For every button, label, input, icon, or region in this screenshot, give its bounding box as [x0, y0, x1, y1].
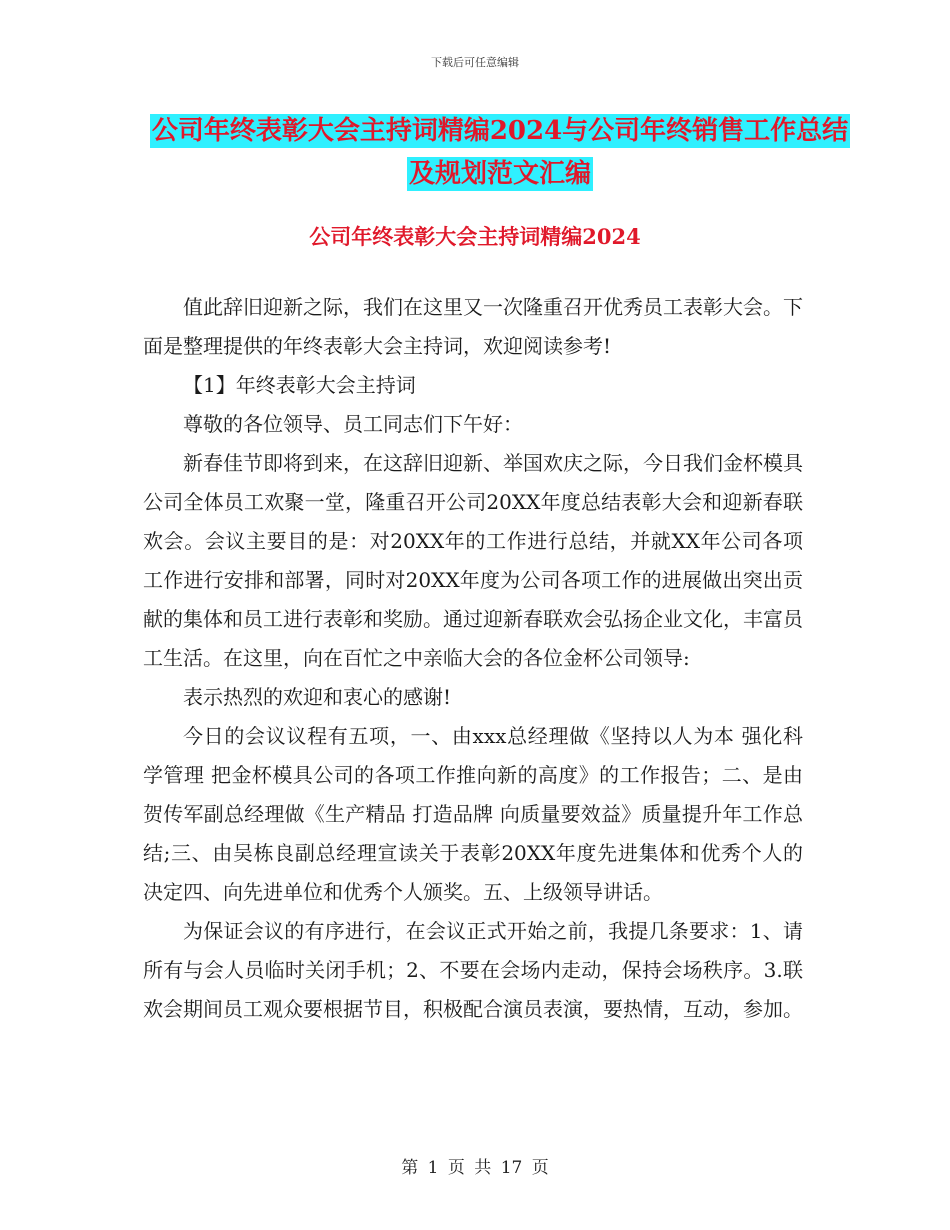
paragraph: 表示热烈的欢迎和衷心的感谢!: [183, 685, 452, 709]
document-title-text: 公司年终表彰大会主持词精编2024与公司年终销售工作总结及规划范文汇编: [151, 116, 849, 189]
paragraph: 值此辞旧迎新之际，我们在这里又一次隆重召开优秀员工表彰大会。下面是整理提供的年终表彰大会主持词，欢迎阅读参考!: [143, 295, 803, 358]
paragraph: 为保证会议的有序进行，在会议正式开始之前，我提几条要求：1、请所有与会人员临时关闭手机；2、不要在会场内走动，保持会场秩序。3.联欢会期间员工观众要根据节目，积极配合演员表演，要热情，互动，参加。: [143, 919, 803, 1021]
page-footer: 第 1 页 共 17 页: [401, 1158, 549, 1178]
paragraph: 今日的会议议程有五项，一、由xxx总经理做《坚持以人为本 强化科学管理 把金杯模具公司的各项工作推向新的高度》的工作报告；二、是由贺传军副总经理做《生产精品 打造品牌 向质量要效益》质量提升年工作总结;三、由吴栋良副总经理宣读关于表彰20XX年度先进集体和优秀个人的决定四、向先进单位和优秀个人颁奖。五、上级领导讲话。: [143, 724, 803, 904]
paragraph: 【1】年终表彰大会主持词: [183, 373, 416, 397]
header-note: 下载后可任意编辑: [431, 56, 519, 69]
paragraph: 新春佳节即将到来，在这辞旧迎新、举国欢庆之际，今日我们金杯模具公司全体员工欢聚一堂，隆重召开公司20XX年度总结表彰大会和迎新春联欢会。会议主要目的是：对20XX年的工作进行总结，并就XX年公司各项工作进行安排和部署，同时对20XX年度为公司各项工作的进展做出突出贡献的集体和员工进行表彰和奖励。通过迎新春联欢会弘扬企业文化，丰富员工生活。在这里，向在百忙之中亲临大会的各位金杯公司领导:: [143, 451, 803, 670]
paragraph: 尊敬的各位领导、员工同志们下午好：: [183, 412, 523, 436]
document-title: [140, 110, 860, 196]
document-body: [143, 288, 803, 1029]
section-title: 公司年终表彰大会主持词精编2024: [309, 224, 641, 249]
